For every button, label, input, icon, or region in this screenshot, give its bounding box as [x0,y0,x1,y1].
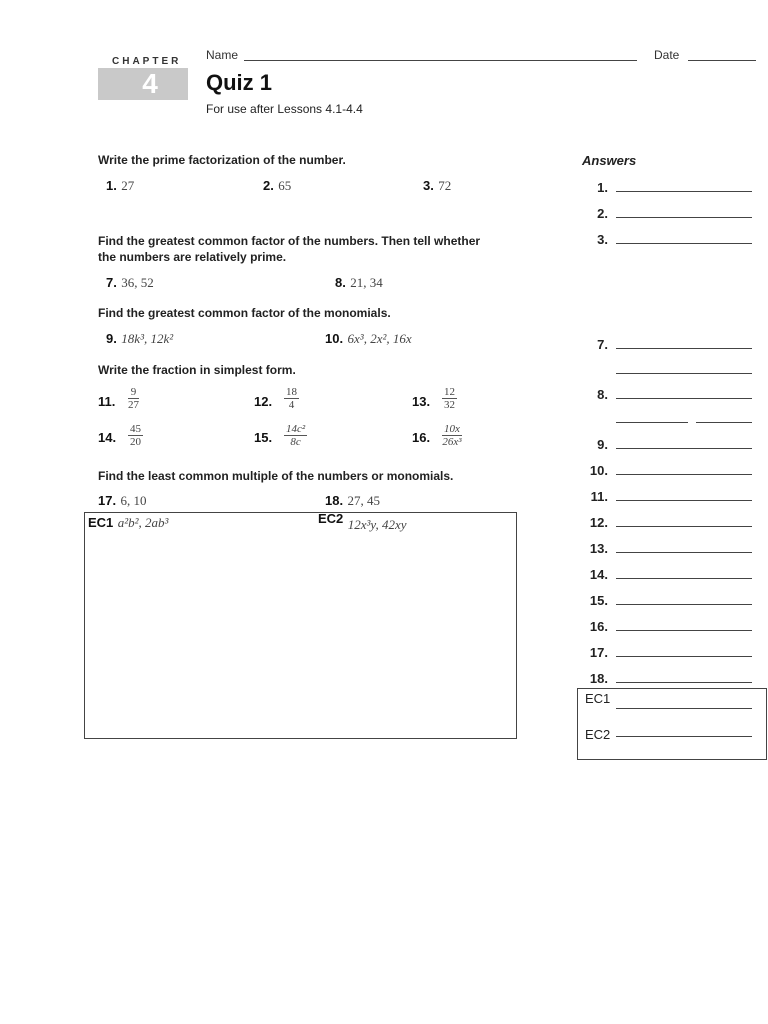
question-number: 7. [106,275,117,290]
answer-line-7[interactable] [616,348,752,349]
answer-number: 3. [597,232,608,247]
question-number: 18. [325,493,344,508]
answer-number: 1. [597,180,608,195]
question-number: 10. [325,331,344,346]
page-subtitle: For use after Lessons 4.1-4.4 [206,102,363,116]
answer-line-13[interactable] [616,552,752,553]
numerator: 18 [286,386,297,398]
answer-number: 9. [597,437,608,452]
question-10 [325,330,412,348]
answer-number: 14. [589,567,608,582]
chapter-badge [98,68,188,100]
numerator: 14c² [286,423,306,435]
denominator: 4 [288,399,295,411]
answer-line-3[interactable] [616,243,752,244]
instruction-simplest-form: Write the fraction in simplest form. [98,363,296,377]
fraction-14 [128,423,143,449]
answer-line-8c[interactable] [696,422,752,423]
question-expr: 6, 10 [120,493,147,508]
denominator: 26x³ [442,436,462,448]
instruction-gcf-numbers-line2: the numbers are relatively prime. [98,250,287,264]
answer-line-1[interactable] [616,191,752,192]
answer-line-7b[interactable] [616,373,752,374]
answer-ec1-label: EC1 [585,691,611,706]
question-number: 2. [263,178,274,193]
question-number: 14. [98,430,117,445]
question-number: 13. [412,394,431,409]
answer-number: 7. [597,337,608,352]
question-1 [106,177,134,195]
question-2 [263,177,291,195]
fraction-15 [284,423,307,449]
answer-line-2[interactable] [616,217,752,218]
name-field[interactable] [244,60,637,61]
question-expr: 6x³, 2x², 16x [347,331,412,346]
denominator: 20 [130,436,141,448]
fraction-13 [442,386,457,412]
question-expr: 27 [121,178,135,193]
answer-line-17[interactable] [616,656,752,657]
date-field[interactable] [688,60,756,61]
page-title: Quiz 1 [206,70,273,95]
question-expr: 36, 52 [121,275,154,290]
answer-line-8[interactable] [616,398,752,399]
chapter-word: CHAPTER [112,56,182,67]
question-expr: 21, 34 [350,275,383,290]
numerator: 12 [444,386,455,398]
answer-number: 18. [589,671,608,686]
question-number: 15. [254,430,273,445]
answer-number: 11. [590,489,608,504]
instruction-lcm: Find the least common multiple of the numbers or monomials. [98,469,454,483]
question-number: 17. [98,493,117,508]
answer-number: 10. [589,463,608,478]
question-expr: 27, 45 [347,493,381,508]
question-number: 12. [254,394,273,409]
answer-number: 17. [589,645,608,660]
question-17 [98,492,147,510]
answer-line-16[interactable] [616,630,752,631]
instruction-prime: Write the prime factorization of the number. [98,153,346,167]
answer-ec2-label: EC2 [585,727,611,742]
extra-credit-2 [318,510,407,532]
question-number: 16. [412,430,431,445]
answer-line-8b[interactable] [616,422,688,423]
numerator: 10x [444,423,460,435]
answer-line-10[interactable] [616,474,752,475]
answer-line-9[interactable] [616,448,752,449]
answer-line-11[interactable] [616,500,752,501]
numerator: 9 [128,386,139,399]
denominator: 8c [290,436,301,448]
answer-number: 15. [589,593,608,608]
instruction-gcf-numbers-line1: Find the greatest common factor of the numbers. Then tell whether [98,234,481,248]
fraction-16 [442,423,462,449]
question-9 [106,330,173,348]
answer-line-12[interactable] [616,526,752,527]
name-label: Name [206,48,239,62]
ec1-label: EC1 [88,515,114,530]
question-3 [423,177,451,195]
answer-number: 12. [589,515,608,530]
question-number: 3. [423,178,434,193]
extra-credit-work-box[interactable] [84,512,517,739]
fraction-11 [128,386,139,412]
question-18 [325,492,380,510]
ec2-expr: 12x³y, 42xy [347,517,407,532]
chapter-number: 4 [142,68,158,99]
denominator: 27 [128,399,139,411]
ec2-label: EC2 [318,511,344,526]
answer-line-ec2[interactable] [616,736,752,737]
answer-number: 2. [597,206,608,221]
answer-number: 8. [597,387,608,402]
question-8 [335,274,383,292]
answer-line-ec1[interactable] [616,708,752,709]
numerator: 45 [130,423,141,435]
answer-number: 13. [589,541,608,556]
instruction-gcf-monomials: Find the greatest common factor of the monomials. [98,306,391,320]
answer-line-18[interactable] [616,682,752,683]
fraction-12 [284,386,299,412]
answer-number: 16. [589,619,608,634]
denominator: 32 [444,399,455,411]
answer-line-14[interactable] [616,578,752,579]
ec1-expr: a²b², 2ab³ [117,515,169,530]
question-number: 8. [335,275,346,290]
question-expr: 18k³, 12k² [121,331,174,346]
extra-credit-1 [88,514,168,532]
answer-line-15[interactable] [616,604,752,605]
question-number: 11. [98,394,116,409]
date-label: Date [654,48,680,62]
question-7 [106,274,154,292]
answers-heading: Answers [582,153,637,168]
question-expr: 65 [278,178,292,193]
question-number: 9. [106,331,117,346]
question-expr: 72 [438,178,452,193]
question-number: 1. [106,178,117,193]
